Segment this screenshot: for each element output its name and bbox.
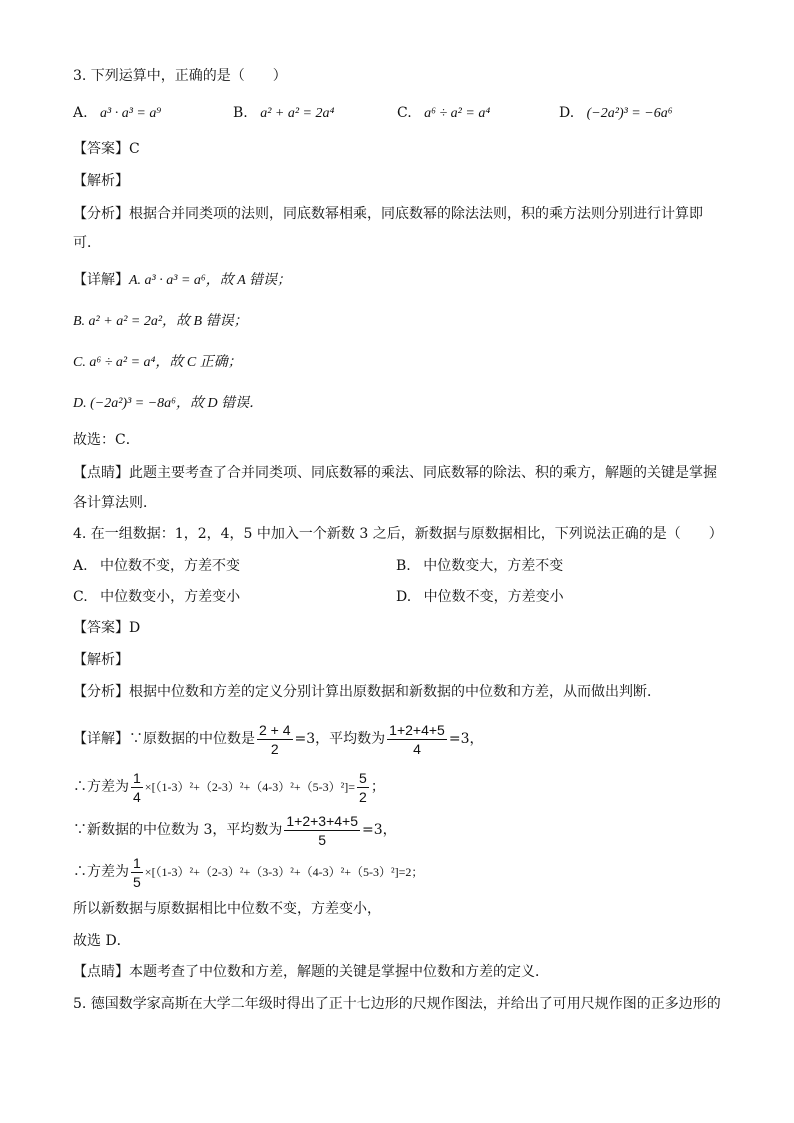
fraction <box>387 721 447 758</box>
detail-tag: 【详解】 <box>73 731 129 747</box>
q3-option-c-label: C. <box>397 105 412 121</box>
detail-text: =3， <box>448 731 484 747</box>
comment-text: 此题主要考查了合并同类项、同底数幂的乘法、同底数幂的除法、积的乘方，解题的关键是掌握 <box>129 465 717 481</box>
q3-analysis-cont: 可． <box>73 235 101 251</box>
comment-tag: 【点睛】 <box>73 465 129 481</box>
detail-text: ×[（1-3）²+（2-3）²+（4-3）²+（5-3）²]= <box>144 780 356 794</box>
fraction-denominator: 2 <box>270 740 279 757</box>
fraction-numerator: 2 + 4 <box>259 721 291 738</box>
q4-detail-line2 <box>73 768 385 806</box>
q3-jiexi-tag: 【解析】 <box>73 173 129 189</box>
q3-option-d <box>559 103 673 124</box>
q3-detail-d: D. (−2a²)³ = −8a⁶，故 D 错误． <box>73 396 264 411</box>
q3-option-d-expr: (−2a²)³ = −6a⁶ <box>586 106 673 121</box>
q3-analysis <box>73 204 703 224</box>
q4-option-d-text: 中位数不变，方差变小 <box>423 589 564 605</box>
fraction-denominator: 4 <box>413 740 421 757</box>
q4-comment <box>73 962 549 982</box>
q4-option-c <box>73 587 240 607</box>
q4-option-c-text: 中位数变小，方差变小 <box>100 589 241 605</box>
detail-a-text: A. a³ · a³ = a⁶，故 A 错误； <box>129 273 292 288</box>
q4-detail-line4 <box>73 853 423 891</box>
fraction <box>357 769 369 806</box>
q4-detail-line1 <box>73 720 483 758</box>
fraction <box>131 769 143 806</box>
q4-option-b-text: 中位数变大，方差不变 <box>423 558 564 574</box>
q4-detail-line3 <box>73 811 397 849</box>
q3-option-a-expr: a³ · a³ = a⁹ <box>100 106 162 121</box>
q3-option-d-label: D. <box>559 105 575 121</box>
q3-stem: 3. 下列运算中，正确的是（ ） <box>73 68 287 84</box>
q3-detail-a <box>73 270 291 291</box>
q4-option-a-text: 中位数不变，方差不变 <box>100 558 241 574</box>
q4-option-b <box>396 556 563 576</box>
q3-option-a <box>73 103 161 124</box>
q4-analysis <box>73 682 661 702</box>
detail-tag: 【详解】 <box>73 272 129 288</box>
fraction-denominator: 5 <box>133 873 141 890</box>
q4-conclusion: 所以新数据与原数据相比中位数不变，方差变小， <box>73 901 381 917</box>
detail-text: ×[（1-3）²+（2-3）²+（3-3）²+（4-3）²+（5-3）²]=2； <box>144 865 424 879</box>
fraction-numerator: 1+2+4+5 <box>389 721 445 738</box>
fraction-numerator: 1 <box>133 854 141 871</box>
q3-option-b-expr: a² + a² = 2a⁴ <box>260 106 335 121</box>
fraction-numerator: 1 <box>133 769 141 786</box>
q3-option-c-expr: a⁶ ÷ a² = a⁴ <box>424 106 491 121</box>
answer-tag: 【答案】 <box>73 141 129 157</box>
answer-tag: 【答案】 <box>73 620 129 636</box>
detail-text: ∵新数据的中位数为 3，平均数为 <box>73 822 283 838</box>
fraction <box>284 812 360 849</box>
detail-text: ∴方差为 <box>73 864 129 880</box>
q3-comment-cont: 各计算法则． <box>73 495 157 511</box>
q3-choose: 故选：C． <box>73 432 140 448</box>
q4-option-d-label: D. <box>396 589 412 605</box>
q3-answer <box>73 139 140 159</box>
q4-option-d <box>396 587 564 607</box>
fraction-numerator: 5 <box>359 769 367 786</box>
comment-tag: 【点睛】 <box>73 964 129 980</box>
detail-text: ∴方差为 <box>73 779 129 795</box>
detail-text: =3，平均数为 <box>294 731 386 747</box>
q4-option-a-label: A. <box>73 558 88 574</box>
analysis-tag: 【分析】 <box>73 206 129 222</box>
q3-option-b <box>233 103 334 124</box>
answer-value: C <box>129 141 140 157</box>
fraction-denominator: 4 <box>133 788 141 805</box>
analysis-tag: 【分析】 <box>73 684 129 700</box>
comment-text: 本题考查了中位数和方差，解题的关键是掌握中位数和方差的定义． <box>129 964 549 980</box>
detail-text: =3， <box>362 822 397 838</box>
fraction <box>257 721 293 758</box>
q3-comment <box>73 463 717 483</box>
q4-option-a <box>73 556 240 576</box>
analysis-text: 根据中位数和方差的定义分别计算出原数据和新数据的中位数和方差，从而做出判断． <box>129 684 661 700</box>
analysis-text: 根据合并同类项的法则，同底数幂相乘，同底数幂的除法法则，积的乘方法则分别进行计算即 <box>129 206 703 222</box>
q4-option-b-label: B. <box>396 558 411 574</box>
q4-jiexi-tag: 【解析】 <box>73 652 129 668</box>
q3-detail-b: B. a² + a² = 2a²，故 B 错误； <box>73 314 248 329</box>
fraction-numerator: 1+2+3+4+5 <box>286 812 358 829</box>
q4-stem: 4. 在一组数据：1，2，4，5 中加入一个新数 3 之后，新数据与原数据相比，下列说法正确的是（ ） <box>73 526 723 542</box>
fraction-denominator: 5 <box>318 831 327 848</box>
q5-stem: 5. 德国数学家高斯在大学二年级时得出了正十七边形的尺规作图法，并给出了可用尺规作图的正多边形的 <box>73 996 721 1012</box>
q4-option-c-label: C. <box>73 589 88 605</box>
q4-choose: 故选 D． <box>73 933 131 949</box>
detail-text: ∵原数据的中位数是 <box>129 731 255 747</box>
fraction-denominator: 2 <box>359 788 367 805</box>
answer-value: D <box>129 620 141 636</box>
q3-option-a-label: A. <box>73 105 88 121</box>
fraction <box>131 854 143 891</box>
q3-option-b-label: B. <box>233 105 248 121</box>
q3-option-c <box>397 103 490 124</box>
detail-text: ； <box>370 779 385 795</box>
q4-answer <box>73 618 140 638</box>
q3-detail-c: C. a⁶ ÷ a² = a⁴，故 C 正确； <box>73 355 242 370</box>
